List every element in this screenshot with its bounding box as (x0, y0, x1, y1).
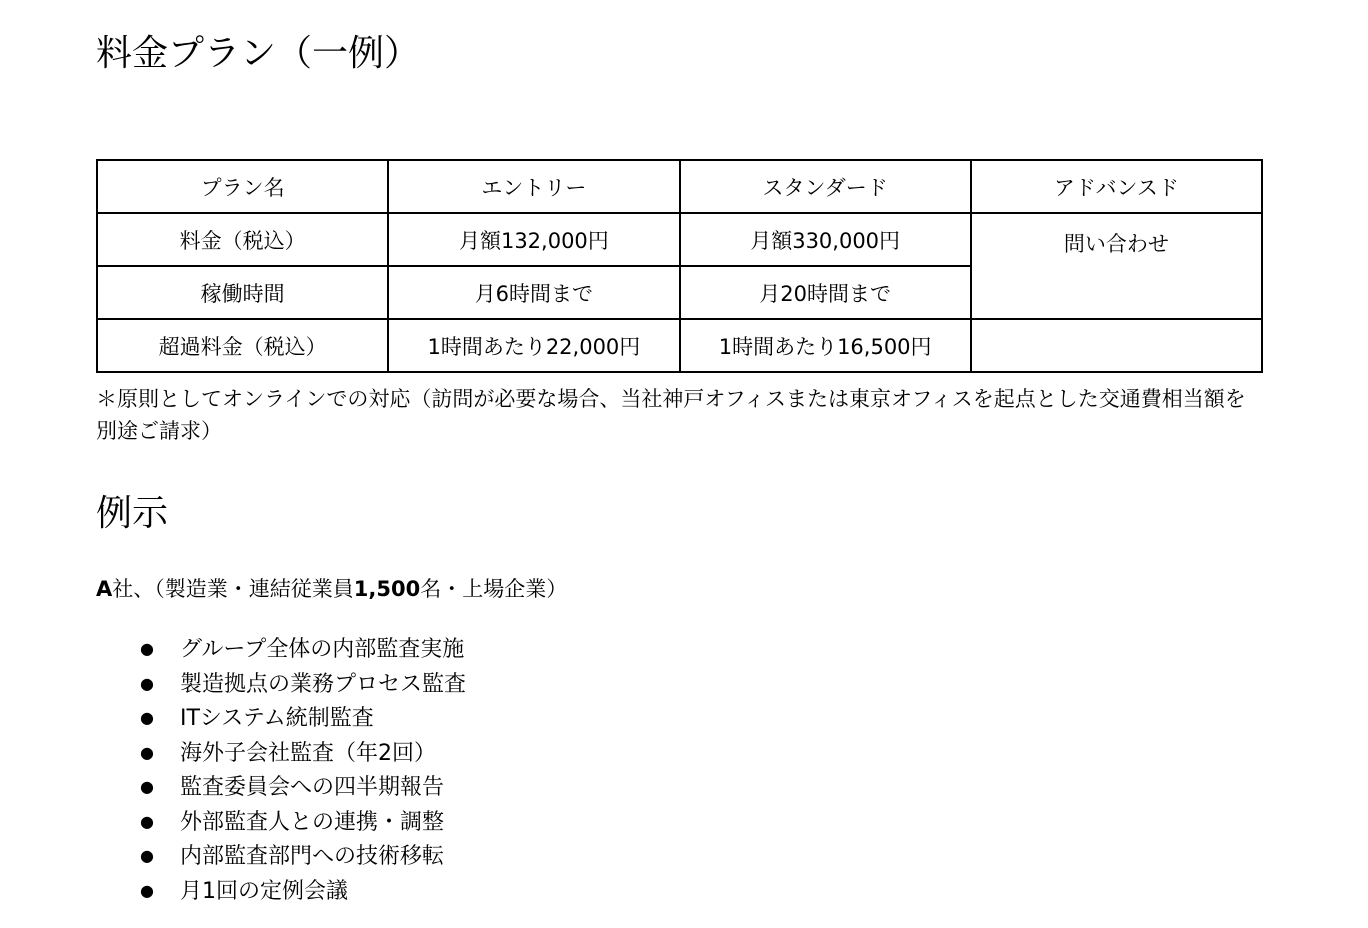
bullet-icon: ● (140, 811, 154, 831)
table-row (97, 319, 1262, 372)
row-label-price: 料金（税込） (97, 213, 388, 266)
bullet-icon: ● (140, 742, 154, 762)
header-standard: スタンダード (680, 160, 971, 213)
list-item: ● ITシステム統制監査 (140, 701, 466, 736)
standard-overage: 1時間あたり16,500円 (680, 319, 971, 372)
advanced-overage (971, 319, 1262, 372)
company-count: 1,500 (353, 577, 421, 601)
entry-overage: 1時間あたり22,000円 (388, 319, 679, 372)
entry-hours: 月6時間まで (388, 266, 679, 319)
header-entry: エントリー (388, 160, 679, 213)
bullet-icon: ● (140, 673, 154, 693)
table-header-row (97, 160, 1262, 213)
company-description (96, 573, 567, 603)
example-title: 例示 (96, 493, 169, 534)
header-plan-name: プラン名 (97, 160, 388, 213)
bullet-icon: ● (140, 708, 154, 727)
list-item: ● 外部監査人との連携・調整 (140, 805, 466, 840)
list-item: ● 月1回の定例会議 (140, 874, 466, 909)
row-label-hours: 稼働時間 (97, 266, 388, 319)
pricing-note: ＊原則としてオンラインでの対応（訪問が必要な場合、当社神戸オフィスまたは東京オフィスを起点とした交通費相当額を別途ご請求） (96, 387, 1246, 443)
list-item: ● 内部監査部門への技術移転 (140, 839, 466, 874)
row-label-overage: 超過料金（税込） (97, 319, 388, 372)
example-list (140, 632, 466, 908)
list-item: ● 製造拠点の業務プロセス監査 (140, 667, 466, 702)
pricing-title: 料金プラン（一例） (96, 33, 421, 74)
list-item: ● 海外子会社監査（年2回） (140, 736, 466, 771)
company-text-2: 名・上場企業） (420, 577, 568, 601)
list-item: ● 監査委員会への四半期報告 (140, 770, 466, 805)
bullet-icon: ● (140, 880, 154, 900)
bullet-icon: ● (140, 846, 154, 865)
table-row (97, 213, 1262, 266)
company-text-1: 社、（製造業・連結従業員 (112, 577, 354, 601)
list-item: ● グループ全体の内部監査実施 (140, 632, 466, 667)
bullet-icon: ● (140, 639, 154, 658)
entry-price: 月額132,000円 (388, 213, 679, 266)
header-advanced: アドバンスド (971, 160, 1262, 213)
company-prefix: A (96, 577, 113, 601)
bullet-icon: ● (140, 777, 154, 796)
standard-price: 月額330,000円 (680, 213, 971, 266)
advanced-price: 問い合わせ (971, 213, 1262, 319)
pricing-table (96, 159, 1263, 373)
standard-hours: 月20時間まで (680, 266, 971, 319)
